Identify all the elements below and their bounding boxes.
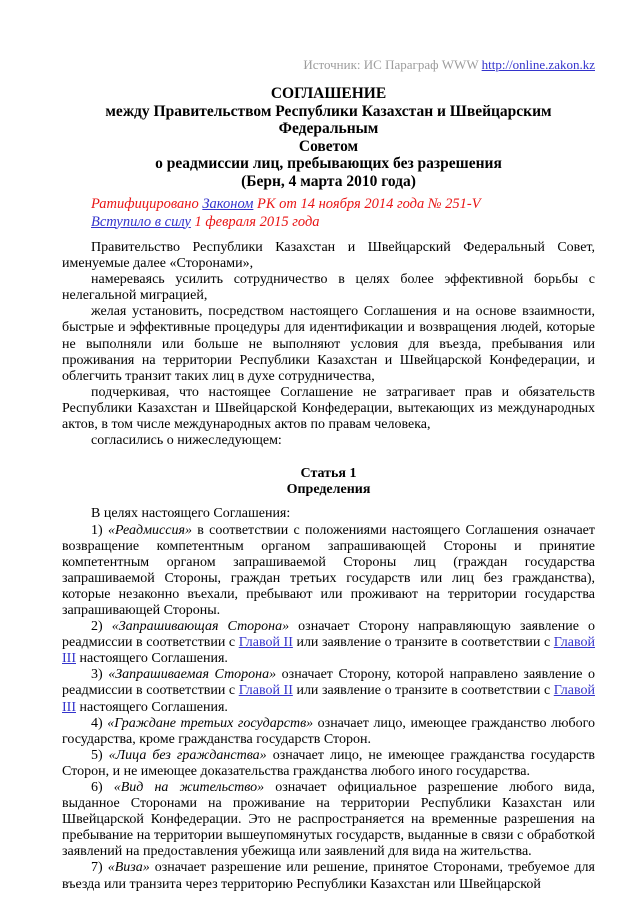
text-segment: настоящего Соглашения. xyxy=(76,651,228,667)
source-url-link[interactable]: http://online.zakon.kz xyxy=(481,57,595,72)
text-segment: или заявление о транзите в соответствии с xyxy=(292,683,554,699)
paragraph xyxy=(62,433,595,449)
text-segment: желая установить, посредством настоящего Соглашения и на основе взаимности, быстрые и эффективные процедуры для идентификации и возвращения людей, которые не выполняли или больше не выполняют условия для въезда, пребывания или проживания на территории Республики Казахстан и Швейцарской Конфедерации, и облегчить транзит таких лиц в духе сотрудничества, xyxy=(62,304,595,384)
text-segment: «Вид на жительство» xyxy=(113,780,265,795)
text-segment: РК от 14 ноября 2014 года № 251-V xyxy=(253,196,481,212)
document-body xyxy=(62,240,595,893)
text-segment: «Запрашивающая Сторона» xyxy=(111,619,290,635)
text-segment: настоящего Соглашения. xyxy=(76,699,228,715)
text-segment: означает разрешение или решение, принятое Сторонами, требуемое для въезда или транзита через территорию Республики Казахстан или Швейцарской xyxy=(62,860,595,892)
title-line: (Берн, 4 марта 2010 года) xyxy=(241,172,416,190)
glava-3-link[interactable]: Главой III xyxy=(62,635,595,667)
text-segment: 1) xyxy=(91,522,108,538)
glava-3-link[interactable]: Главой III xyxy=(62,683,595,715)
text-segment: 4) xyxy=(91,715,108,731)
ratification-block xyxy=(62,196,595,231)
paragraph xyxy=(62,304,595,384)
text-segment: Ратифицировано xyxy=(91,196,203,212)
glava-2-link[interactable]: Главой II xyxy=(238,635,293,651)
paragraph xyxy=(62,385,595,433)
ratification-line xyxy=(62,196,595,214)
glava-2-link[interactable]: Главой II xyxy=(238,683,293,699)
text-segment: означает официальное разрешение любого вида, выданное Сторонами на проживание на территории Республики Казахстан или Швейцарской Конфедерации. Это не распространяется на временные разрешения на пребывание на территории вышеупомянутых государств, выданные в связи с обработкой заявлений на предоставления убежища или заявлений для вида на жительства. xyxy=(62,780,595,860)
paragraph xyxy=(62,667,595,715)
paragraph xyxy=(62,240,595,272)
vstupilo-v-silu-link[interactable]: Вступило в силу xyxy=(91,213,191,230)
article-heading-line: Статья 1 xyxy=(300,466,357,482)
paragraph xyxy=(62,506,595,522)
text-segment: «Граждане третьих государств» xyxy=(107,715,314,731)
article-heading xyxy=(62,466,595,498)
paragraph xyxy=(62,860,595,892)
paragraph xyxy=(62,748,595,780)
text-segment: согласились о нижеследующем: xyxy=(91,433,282,449)
text-segment: подчеркивая, что настоящее Соглашение не затрагивает прав и обязательств Республики Казахстан и Швейцарской Конфедерации, вытекающих из международных актов, в том числе международных актов по правам человека, xyxy=(62,384,595,433)
text-segment: 6) xyxy=(91,780,114,795)
paragraph xyxy=(62,780,595,860)
paragraph xyxy=(62,716,595,748)
paragraph xyxy=(62,523,595,620)
text-segment: Правительство Республики Казахстан и Швейцарский Федеральный Совет, именуемые далее «Сторонами», xyxy=(62,240,595,272)
article-heading-line: Определения xyxy=(286,482,371,498)
text-segment: означает Сторону направляющую заявление о реадмиссии в соответствии с xyxy=(62,619,595,651)
title-line: о реадмиссии лиц, пребывающих без разрешения xyxy=(155,155,502,172)
text-segment: 7) xyxy=(91,860,108,876)
text-segment: 3) xyxy=(91,667,109,683)
source-line xyxy=(62,57,595,72)
text-segment: «Запрашиваемая Сторона» xyxy=(108,667,277,683)
text-segment: означает лицо, не имеющее гражданства государств Сторон, и не имеющее доказательства гражданства любого иного государства. xyxy=(62,747,595,779)
document-title xyxy=(62,85,595,190)
text-segment: В целях настоящего Соглашения: xyxy=(91,506,291,522)
text-segment: означает лицо, имеющее гражданство любого государства, кроме гражданства государств Сторон. xyxy=(62,715,595,747)
zakon-link[interactable]: Законом xyxy=(202,196,254,212)
text-segment: «Лица без гражданства» xyxy=(108,747,267,763)
ratification-line xyxy=(62,214,595,232)
text-segment: 2) xyxy=(91,619,112,635)
text-segment: «Виза» xyxy=(107,860,150,876)
source-label: Источник: ИС Параграф WWW xyxy=(303,57,482,72)
text-segment: означает Сторону, которой направлено заявление о реадмиссии в соответствии с xyxy=(62,667,595,699)
paragraph xyxy=(62,272,595,304)
paragraph xyxy=(62,619,595,667)
text-segment: в соответствии с положениями настоящего Соглашения означает возвращение компетентным органом запрашивающей Стороны и принятие компетентным органом запрашиваемой Стороны лиц (граждан государства запрашиваемой Стороны, граждан третьих государств или лиц без гражданства), которые незаконно въехали, пребывают или проживают на территории государства запрашивающей Стороны. xyxy=(62,522,595,618)
title-line: Советом xyxy=(298,137,359,155)
text-segment: намереваясь усилить сотрудничество в целях более эффективной борьбы с нелегальной миграцией, xyxy=(62,272,595,304)
text-segment: 5) xyxy=(91,747,109,763)
text-segment: или заявление о транзите в соответствии с xyxy=(292,635,554,651)
title-line: СОГЛАШЕНИЕ xyxy=(270,85,387,102)
text-segment: 1 февраля 2015 года xyxy=(190,213,320,230)
title-line: между Правительством Республики Казахстан и Швейцарским Федеральным xyxy=(105,102,552,137)
text-segment: «Реадмиссия» xyxy=(107,522,192,538)
